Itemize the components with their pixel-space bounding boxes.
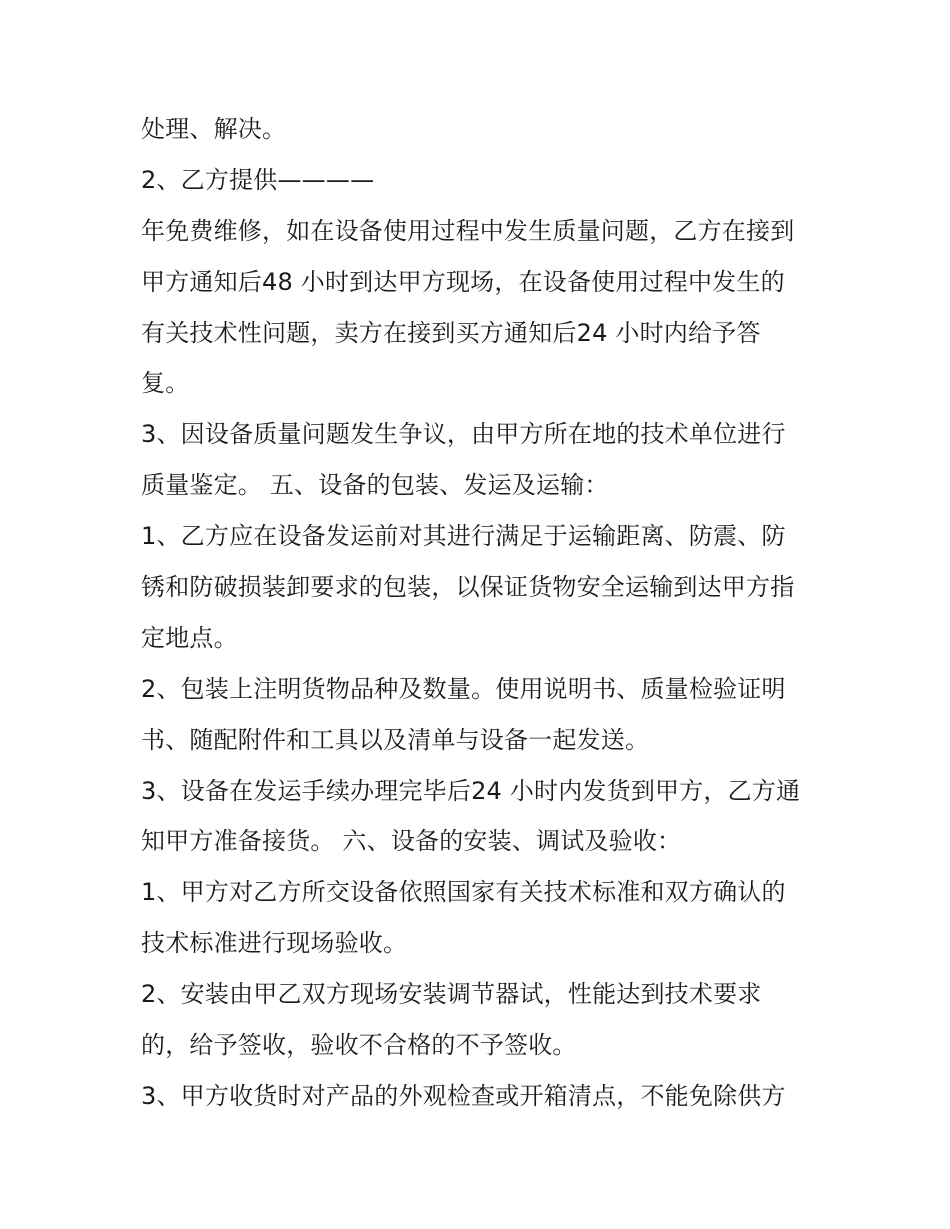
text-line: 处理、解决。 [141,115,287,143]
text-line: 3、设备在发运手续办理完毕后24 小时内发货到甲方，乙方通 [141,776,801,805]
text-line: 锈和防破损装卸要求的包装，以保证货物安全运输到达甲方指 [141,573,795,602]
text-line: 2、包装上注明货物品种及数量。使用说明书、质量检验证明 [141,674,786,703]
text-line: 1、乙方应在设备发运前对其进行满足于运输距离、防震、防 [141,522,786,551]
text-line: 技术标准进行现场验收。 [141,929,408,958]
text-line: 年免费维修，如在设备使用过程中发生质量问题，乙方在接到 [141,216,795,245]
text-line: 质量鉴定。 五、设备的包装、发运及运输： [141,471,609,500]
text-line: 复。 [141,369,190,398]
text-line: 1、甲方对乙方所交设备依照国家有关技术标准和双方确认的 [141,878,786,907]
text-line: 3、甲方收货时对产品的外观检查或开箱清点，不能免除供方 [141,1081,786,1110]
document-body [141,104,821,1122]
text-line: 甲方通知后48 小时到达甲方现场，在设备使用过程中发生的 [141,267,785,296]
text-line: 知甲方准备接货。 六、设备的安装、调试及验收： [141,827,682,856]
text-line: 定地点。 [141,623,238,652]
text-line: 2、乙方提供———— [141,165,375,194]
text-line: 书、随配附件和工具以及清单与设备一起发送。 [141,725,650,754]
text-line: 2、安装由甲乙双方现场安装调节器试，性能达到技术要求 [141,980,762,1009]
text-line: 3、因设备质量问题发生争议，由甲方所在地的技术单位进行 [141,420,786,449]
text-line: 有关技术性问题，卖方在接到买方通知后24 小时内给予答 [141,318,761,347]
text-line: 的，给予签收，验收不合格的不予签收。 [141,1031,577,1060]
